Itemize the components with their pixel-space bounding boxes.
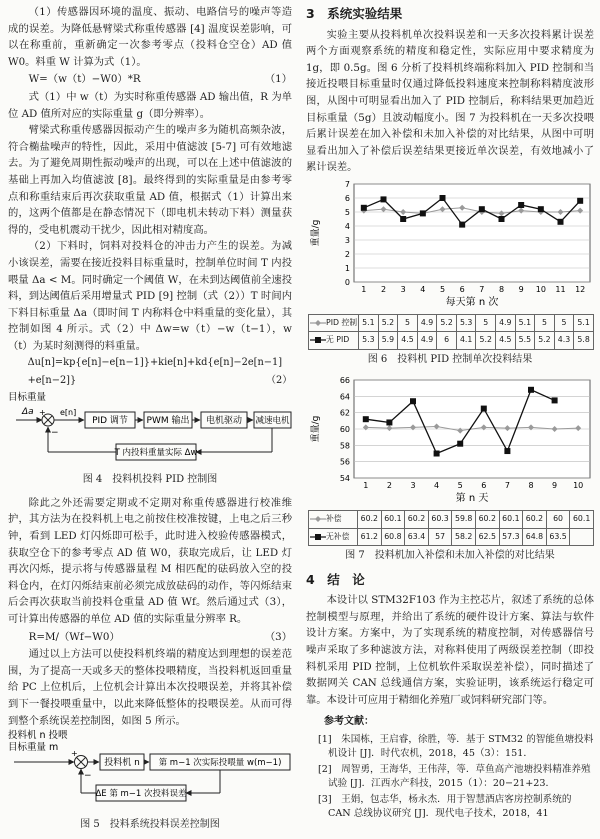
x-tick-label: 5 bbox=[439, 284, 446, 294]
x-tick-label: 1 bbox=[361, 284, 367, 294]
equation-3-body: R=M/（Wf−W0） bbox=[28, 630, 120, 643]
table-cell: 64.8 bbox=[523, 528, 547, 546]
legend-entry bbox=[309, 332, 359, 350]
table-cell: 60.2 bbox=[405, 510, 429, 528]
fig4-motor-label: 电机驱动 bbox=[205, 415, 243, 426]
y-tick-label: 66 bbox=[339, 376, 350, 386]
legend-entry bbox=[309, 510, 358, 528]
y-axis-label: 重量/g bbox=[311, 219, 321, 247]
x-axis-label: 每天第 n 次 bbox=[445, 296, 499, 308]
table-cell bbox=[570, 528, 594, 546]
x-tick-label: 8 bbox=[528, 481, 534, 491]
table-cell: 60.2 bbox=[475, 510, 499, 528]
fig5-minus: − bbox=[84, 771, 92, 782]
fig4-target-label: 目标重量 bbox=[8, 391, 47, 403]
table-cell: 5 bbox=[535, 314, 555, 332]
data-point bbox=[499, 216, 505, 222]
table-cell: 5 bbox=[398, 314, 418, 332]
x-tick-label: 8 bbox=[498, 284, 505, 294]
legend-square-icon bbox=[310, 336, 326, 344]
paragraph-eq1-explanation: 式（1）中 w（t）为实时称重传感器 AD 输出值，R 为单位 AD 值所对应的实际重量 g（即分辨率）。 bbox=[8, 90, 292, 120]
table-cell: 4.5 bbox=[398, 332, 418, 350]
paragraph-compensation: 通过以上方法可以使投料机终端的精度达到理想的误差范围，为了提高一天或多天的整体投喂精度，当投料机返回重量给 PC 上位机后，上位机会计算出本次投喂误差，并将其补偿到下一餐投喂重量中，以此来降低整体的投喂误差。从而可得到整个系统误差控制图，如图 5 所示。 bbox=[8, 648, 292, 727]
y-tick-label: 6 bbox=[344, 193, 350, 203]
section-3-heading: 3 系统实验结果 bbox=[306, 6, 403, 21]
y-tick-label: 54 bbox=[339, 474, 350, 484]
fig4-reducer-label: 减速电机 bbox=[255, 415, 290, 426]
fig4-pwm-label: PWM 输出 bbox=[146, 415, 190, 426]
x-tick-label: 11 bbox=[555, 284, 566, 294]
table-cell: 63.5 bbox=[546, 528, 570, 546]
fig5-title-line2: 目标重量 m bbox=[8, 742, 59, 754]
table-cell: 60.1 bbox=[570, 510, 594, 528]
x-tick-label: 6 bbox=[459, 284, 465, 294]
equation-2-body-cont: +e[n−2]} bbox=[27, 375, 77, 387]
y-tick-label: 2 bbox=[344, 249, 350, 259]
equation-2-body: Δu[n]=kp{e[n]−e[n−1]}+kie[n]+kd{e[n]−2e[n−1] bbox=[27, 357, 283, 369]
table-cell: 5.2 bbox=[378, 314, 398, 332]
figure-6-chart bbox=[306, 178, 594, 308]
paragraph-sensor-error: （1）传感器因环境的温度、振动、电路信号的噪声等造成的误差。为降低悬臂梁式称重传感器 [4] 温度误差影响，可以在称重前，重新确定一次参考零点（投料仓空仓）AD 值 W0。料重 W 计算为式（1）。 bbox=[8, 6, 292, 68]
fig5-title-line1: 投料机 n 投喂 bbox=[8, 730, 68, 742]
legend-entry bbox=[309, 528, 358, 546]
equation-3-number: （3） bbox=[264, 630, 292, 643]
figure-6-caption: 图 6 投料机 PID 控制单次投料结果 bbox=[367, 353, 533, 365]
y-tick-label: 58 bbox=[339, 441, 350, 451]
plot-area bbox=[354, 184, 590, 282]
table-cell: 57.3 bbox=[499, 528, 523, 546]
fig4-pid-label: PID 调节 bbox=[92, 415, 128, 426]
x-tick-label: 9 bbox=[552, 481, 558, 491]
data-point bbox=[400, 216, 406, 222]
figure-5-caption: 图 5 投料系统投料误差控制图 bbox=[80, 818, 220, 830]
data-point bbox=[518, 202, 524, 208]
table-cell: 5.9 bbox=[378, 332, 398, 350]
x-tick-label: 3 bbox=[400, 284, 406, 294]
figure-4-caption: 图 4 投料机投料 PID 控制图 bbox=[82, 474, 218, 486]
table-cell: 5.2 bbox=[476, 332, 496, 350]
table-cell: 60.8 bbox=[381, 528, 405, 546]
x-tick-label: 12 bbox=[575, 284, 586, 294]
data-point bbox=[457, 441, 463, 447]
paragraph-conclusion: 本设计以 STM32F103 作为主控芯片，叙述了系统的总体控制模型与原理，并给出了系统的硬件设计方案、算法与软件设计方案。方案中，为了实现系统的精度控制，对传感器信号噪声采取了多种滤波方法，对称料使用了两级误差控制（即投料机采用 PID 控制，上位机软件采取误差补偿），同时描述了数据网关 CAN 总线通信方案，实验证明，该系统运行稳定可靠。本设计可应用于精细化养殖厂或饲料研究部门等。 bbox=[306, 594, 594, 706]
fig5-actual-label: 第 m−1 次实际投喂量 w(m−1) bbox=[158, 758, 282, 769]
y-tick-label: 1 bbox=[344, 263, 350, 273]
table-row bbox=[309, 510, 594, 528]
figure-4-pid-diagram bbox=[8, 391, 292, 465]
table-cell: 4.1 bbox=[456, 332, 476, 350]
table-cell: 60.2 bbox=[358, 510, 382, 528]
data-point bbox=[440, 195, 446, 201]
legend-label: 补偿 bbox=[326, 513, 342, 523]
data-point bbox=[538, 206, 544, 212]
y-tick-label: 0 bbox=[344, 277, 350, 287]
data-point bbox=[459, 222, 465, 228]
reference-1: [1] 朱国栋，王启睿，徐胜，等．基于 STM32 的智能鱼塘投料机设计 [J]．时代农机，2018，45（3）：151． bbox=[318, 734, 594, 760]
table-cell: 60.3 bbox=[428, 510, 452, 528]
fig5-plus: + bbox=[71, 749, 78, 759]
x-axis-label: 第 n 天 bbox=[455, 493, 489, 505]
table-cell: 5.1 bbox=[574, 314, 594, 332]
table-cell: 60.1 bbox=[499, 510, 523, 528]
x-tick-label: 2 bbox=[386, 481, 392, 491]
y-tick-label: 60 bbox=[339, 425, 350, 435]
figure-7-chart bbox=[306, 374, 594, 504]
table-cell: 5.1 bbox=[515, 314, 535, 332]
equation-1-number: （1） bbox=[264, 73, 292, 86]
table-cell: 5.3 bbox=[456, 314, 476, 332]
paragraph-filtering: 臂梁式称重传感器因振动产生的噪声多为随机高频杂波，符合椭盐噪声的特性，因此，采用中值滤波 [5-7] 可有效地滤去。为了避免周期性振动噪声的出现，可以在上述中值滤波的基础上再加入均值滤波 [8]。最终得到的实际重量是由参考零点和称重结束后再次获取重量 AD 值，根据式（1）计算出来的，这两个值都是在静态情况下（即电机未转动下料）测量获得的，受电机震动干扰少，因此相对精度高。 bbox=[8, 124, 292, 236]
x-tick-label: 7 bbox=[504, 481, 510, 491]
legend-diamond-icon bbox=[310, 515, 326, 523]
fig5-feeder-label: 投料机 n bbox=[104, 758, 140, 769]
table-cell: 5.1 bbox=[359, 314, 379, 332]
x-tick-label: 1 bbox=[363, 481, 369, 491]
table-cell: 5.2 bbox=[437, 314, 457, 332]
table-cell: 60 bbox=[546, 510, 570, 528]
data-point bbox=[361, 205, 367, 211]
figure-7-caption: 图 7 投料机加入补偿和未加入补偿的对比结果 bbox=[345, 550, 555, 562]
table-cell: 60.1 bbox=[381, 510, 405, 528]
table-row bbox=[309, 332, 594, 350]
table-cell: 62.5 bbox=[475, 528, 499, 546]
data-point bbox=[420, 210, 426, 216]
legend-label: PID 控制 bbox=[326, 317, 358, 327]
figure-6 bbox=[306, 178, 594, 368]
fig4-en-label: e[n] bbox=[60, 407, 77, 417]
equation-2-line2 bbox=[8, 373, 292, 390]
x-tick-label: 4 bbox=[420, 284, 426, 294]
fig4-feedback-label: T 内投料重量实际 Δw bbox=[114, 447, 198, 458]
left-column bbox=[8, 4, 292, 839]
y-tick-label: 4 bbox=[344, 221, 350, 231]
data-point bbox=[552, 398, 558, 404]
table-cell: 5 bbox=[554, 314, 574, 332]
equation-2-number: （2） bbox=[266, 375, 292, 387]
y-tick-label: 62 bbox=[339, 408, 350, 418]
equation-1-body: W=（w（t）−W0）*R bbox=[28, 73, 141, 86]
table-cell: 4.3 bbox=[554, 332, 574, 350]
table-cell: 5.3 bbox=[359, 332, 379, 350]
fig4-da-label: Δa bbox=[22, 406, 34, 417]
table-cell: 5.5 bbox=[515, 332, 535, 350]
legend-square-icon bbox=[310, 533, 326, 541]
x-tick-label: 4 bbox=[434, 481, 440, 491]
data-point bbox=[504, 448, 510, 454]
table-cell: 61.2 bbox=[358, 528, 382, 546]
table-cell: 6 bbox=[437, 332, 457, 350]
equation-3 bbox=[8, 629, 292, 646]
data-point bbox=[577, 198, 583, 204]
x-tick-label: 7 bbox=[479, 284, 485, 294]
x-tick-label: 6 bbox=[481, 481, 487, 491]
fig4-plus: + bbox=[39, 407, 46, 417]
fig4-minus: − bbox=[51, 427, 59, 438]
x-tick-label: 10 bbox=[535, 284, 546, 294]
references-title: 参考文献： bbox=[324, 716, 374, 728]
legend-label: 无补偿 bbox=[326, 531, 350, 541]
x-tick-label: 5 bbox=[457, 481, 463, 491]
legend-entry bbox=[309, 314, 359, 332]
figure-7-data-table bbox=[308, 510, 594, 546]
table-cell: 4.9 bbox=[417, 314, 437, 332]
reference-3: [3] 王娟，包志华，杨永杰．用于智慧酒店客房控制系统的 CAN 总线协议研究 [J]．现代电子技术，2018，41 bbox=[318, 794, 572, 820]
figure-5-error-diagram bbox=[8, 729, 292, 809]
data-point bbox=[528, 387, 534, 393]
data-point bbox=[386, 420, 392, 426]
equation-1 bbox=[8, 71, 292, 88]
table-row bbox=[309, 314, 594, 332]
figure-6-data-table bbox=[308, 314, 594, 350]
legend-label: 无 PID bbox=[326, 335, 350, 345]
equation-2-line1 bbox=[8, 355, 292, 372]
y-tick-label: 56 bbox=[339, 457, 350, 467]
table-cell: 4.9 bbox=[496, 314, 516, 332]
data-point bbox=[481, 406, 487, 412]
table-cell: 5 bbox=[476, 314, 496, 332]
paragraph-calibration: 除此之外还需要定期或不定期对称重传感器进行校准维护，其方法为在投料机上电之前按住校准按键，上电之后三秒钟，看到 LED 灯闪烁即可松手，此时进入校验传感器模式，获取空仓下的参考零点 AD 值 W0，获取完成后，让 LED 灯再次闪烁，提示将与传感器量程 M 相匹配的砝码放入空的投料仓内，在灯闪烁结束前必须完成放砝码的动作，等闪烁结束后会再次获取当前投料仓重量 AD 值 Wf。然后通过式（3），可计算出传感器的单位 AD 值的实际重量分辨率 R。 bbox=[8, 496, 292, 625]
section-4-heading: 4 结 论 bbox=[306, 571, 365, 587]
table-row bbox=[309, 528, 594, 546]
right-column bbox=[306, 4, 594, 823]
y-tick-label: 7 bbox=[344, 179, 350, 189]
table-cell: 5.8 bbox=[574, 332, 594, 350]
fig5-error-label: ΔE 第 m−1 次投料误差 bbox=[95, 789, 187, 800]
table-cell: 5.2 bbox=[535, 332, 555, 350]
figure-7 bbox=[306, 374, 594, 564]
legend-diamond-icon bbox=[310, 319, 326, 327]
data-point bbox=[434, 451, 440, 457]
x-tick-label: 2 bbox=[380, 284, 387, 294]
y-tick-label: 5 bbox=[344, 207, 350, 217]
reference-2: [2] 周智勇，王海华，王伟萍，等．草鱼高产池塘投料精准养殖试验 [J]．江西水产科技，2015（1）：20−21+23． bbox=[318, 764, 591, 790]
y-axis-label: 重量/g bbox=[311, 415, 321, 443]
table-cell: 63.4 bbox=[405, 528, 429, 546]
data-point bbox=[410, 399, 416, 405]
paragraph-impact-error: （2）下料时，饲料对投料仓的冲击力产生的误差。为减小该误差，需要在接近投料目标重量时，控制单位时间 T 内投喂量 Δa < M。同时确定一个阈值 W，在未到达阈值前全速投料，到达阈值后采用增量式 PID [9] 控制（式（2））T 时间内下料目标重量 Δa（即时间 T 内称料仓中料重量的变化量），其控制如图 4 所示。式（2）中 Δw=w（t）−w（t−1），w（t）为某时刻测得的料重量。 bbox=[8, 240, 292, 352]
x-tick-label: 10 bbox=[573, 481, 584, 491]
table-cell: 58.2 bbox=[452, 528, 476, 546]
table-cell: 60.2 bbox=[523, 510, 547, 528]
x-tick-label: 9 bbox=[518, 284, 524, 294]
data-point bbox=[558, 219, 564, 225]
y-tick-label: 3 bbox=[344, 235, 350, 245]
data-point bbox=[479, 206, 485, 212]
data-point bbox=[381, 196, 387, 202]
table-cell: 57 bbox=[428, 528, 452, 546]
table-cell: 59.8 bbox=[452, 510, 476, 528]
y-tick-label: 64 bbox=[339, 392, 350, 402]
table-cell: 4.9 bbox=[417, 332, 437, 350]
x-tick-label: 3 bbox=[410, 481, 416, 491]
paragraph-results: 实验主要从投料机单次投料误差和一天多次投料累计误差两个方面观察系统的精度和稳定性，实际应用中要求精度为 1g，即 0.5g。图 6 分析了投料机终端称料加入 PID 控制和当接近投喂目标重量时仅通过降低投料速度来控制称料精度波形图，从图中可明显看出加入了 PID 控制后，称料结果更加趋近目标重量（5g）且波动幅度小。图 7 为投料机在一天多次投喂后累计误差在加入补偿和未加入补偿的对比结果，从图中可明显看出加入了补偿后误差结果更接近单次误差，有效地减小了累计误差。 bbox=[306, 28, 594, 174]
table-cell: 4.5 bbox=[496, 332, 516, 350]
data-point bbox=[363, 417, 369, 423]
